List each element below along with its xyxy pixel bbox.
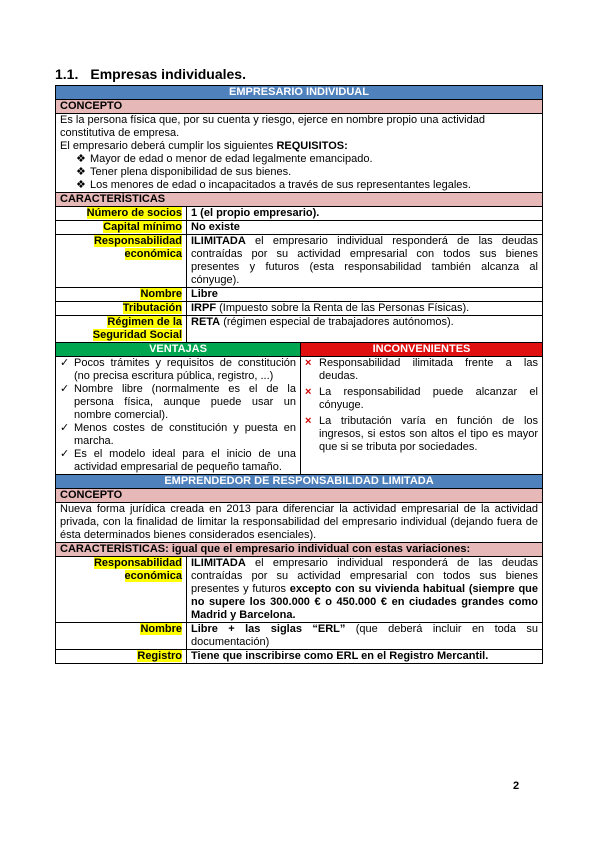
resp-text: el empresario individual responderá de las deudas contraídas por su actividad empresarial con todos sus bienes presentes y futuros (esta responsabilidad también alcanza al cónyuge). [191, 235, 538, 286]
list-item [60, 179, 538, 192]
section-number: 1.1. [55, 66, 79, 82]
requisitos-label: REQUISITOS: [276, 140, 348, 152]
check-icon: ✓ [60, 448, 70, 460]
page-number: 2 [513, 780, 520, 792]
erl-resp-label-1: Responsabilidad [93, 557, 182, 569]
row-value [187, 288, 543, 302]
ventajas-header: VENTAJAS [56, 343, 301, 357]
erl-resp-bold: ILIMITADA [191, 557, 246, 569]
row-label [56, 650, 187, 664]
requisitos-intro-text: El empresario deberá cumplir los siguientes [60, 140, 277, 152]
ventajas-list [60, 357, 296, 474]
erl-concepto-header: CONCEPTO [56, 489, 543, 503]
erl-resp-bold2: excepto con su vivienda habitual (siempre que no supere los 300.000 € o 450.000 € en ciudades grandes como Madrid y Barcelona. [191, 583, 539, 621]
empresas-table [55, 85, 543, 664]
erl-concepto-text: Nueva forma jurídica creada en 2013 para diferenciar la actividad empresarial de la actividad privada, con la finalidad de limitar la responsabilidad del empresario individual (dejando fuera de ésta determinados bienes considerados esenciales). [56, 503, 543, 543]
requisito-text: Los menores de edad o incapacitados a través de sus representantes legales. [90, 179, 471, 191]
table-row [56, 235, 543, 288]
row-label [56, 302, 187, 316]
row-label [56, 623, 187, 650]
list-item [305, 357, 538, 383]
diamond-bullet-icon: ❖ [76, 153, 86, 165]
list-item [60, 153, 538, 166]
row-label [56, 557, 187, 623]
inconveniente-text: La responsabilidad puede alcanzar el cónyuge. [319, 386, 538, 411]
requisitos-intro [60, 140, 538, 153]
ventaja-text: Nombre libre (normalmente es el de la persona física, aunque puede usar un nombre comercial). [74, 383, 296, 421]
erl-banner: EMPRENDEDOR DE RESPONSABILIDAD LIMITADA [56, 475, 543, 489]
regimen-label-2: Seguridad Social [92, 329, 182, 341]
erl-nombre-bold: Libre + las siglas “ERL” [191, 623, 346, 635]
capital-label: Capital mínimo [103, 221, 182, 233]
socios-value: 1 (el propio empresario). [191, 207, 320, 219]
cross-icon: × [305, 357, 312, 369]
table-row [56, 288, 543, 302]
erl-caracteristicas-header: CARACTERÍSTICAS: igual que el empresario individual con estas variaciones: [56, 543, 543, 557]
tributacion-label: Tributación [122, 302, 182, 314]
row-label [56, 316, 187, 343]
table-row [56, 557, 543, 623]
table-row [56, 302, 543, 316]
list-item [60, 383, 296, 422]
row-value [187, 316, 543, 343]
erl-nombre-label: Nombre [140, 623, 182, 635]
empresario-banner: EMPRESARIO INDIVIDUAL [56, 86, 543, 100]
ventaja-text: Es el modelo ideal para el inicio de una actividad empresarial de pequeño tamaño. [74, 448, 296, 473]
ventajas-cell [56, 357, 301, 475]
list-item [60, 166, 538, 179]
diamond-bullet-icon: ❖ [76, 179, 86, 191]
tributacion-text: (Impuesto sobre la Renta de las Personas Físicas). [216, 302, 470, 314]
section-heading [55, 68, 246, 81]
row-value [187, 221, 543, 235]
caracteristicas-header: CARACTERÍSTICAS [56, 193, 543, 207]
inconvenientes-cell [301, 357, 543, 475]
check-icon: ✓ [60, 422, 70, 434]
inconvenientes-header: INCONVENIENTES [301, 343, 543, 357]
cross-icon: × [305, 415, 312, 427]
table-row [56, 221, 543, 235]
inconveniente-text: La tributación varía en función de los ingresos, si estos son altos el tipo es mayor que si se tributa por sociedades. [319, 415, 538, 453]
section-title: Empresas individuales. [90, 66, 246, 82]
inconveniente-text: Responsabilidad ilimitada frente a las deudas. [319, 357, 538, 382]
regimen-text: (régimen especial de trabajadores autónomos). [220, 316, 454, 328]
row-label [56, 235, 187, 288]
capital-value: No existe [191, 221, 240, 233]
erl-resp-text: el empresario individual responderá de las deudas contraídas por su actividad empresarial con todos sus bienes presentes y futuros [191, 557, 538, 595]
row-value [187, 302, 543, 316]
tributacion-bold: IRPF [191, 302, 217, 314]
table-row [56, 623, 543, 650]
check-icon: ✓ [60, 383, 70, 395]
resp-bold: ILIMITADA [191, 235, 246, 247]
requisito-text: Tener plena disponibilidad de sus bienes. [90, 166, 292, 178]
row-label [56, 207, 187, 221]
table-row [56, 207, 543, 221]
erl-nombre-text: (que deberá incluir en toda su documentación) [191, 623, 538, 648]
list-item [305, 386, 538, 412]
requisito-text: Mayor de edad o menor de edad legalmente emancipado. [90, 153, 373, 165]
erl-resp-label-2: económica [124, 570, 182, 582]
list-item [305, 415, 538, 454]
regimen-label-1: Régimen de la [107, 316, 182, 328]
socios-label: Número de socios [86, 207, 182, 219]
row-value [187, 557, 543, 623]
erl-registro-value: Tiene que inscribirse como ERL en el Registro Mercantil. [191, 650, 489, 662]
table-row [56, 650, 543, 664]
list-item [60, 357, 296, 383]
list-item [60, 448, 296, 474]
row-value [187, 207, 543, 221]
nombre-label: Nombre [140, 288, 182, 300]
regimen-bold: RETA [191, 316, 221, 328]
list-item [60, 422, 296, 448]
cross-icon: × [305, 386, 312, 398]
diamond-bullet-icon: ❖ [76, 166, 86, 178]
row-value [187, 650, 543, 664]
erl-registro-label: Registro [137, 650, 182, 662]
concepto-cell [56, 114, 543, 193]
check-icon: ✓ [60, 357, 70, 369]
inconvenientes-list [305, 357, 538, 454]
row-value [187, 235, 543, 288]
concepto-text: Es la persona física que, por su cuenta y riesgo, ejerce en nombre propio una actividad constitutiva de empresa. [60, 114, 485, 139]
resp-label-2: económica [124, 248, 182, 260]
row-value [187, 623, 543, 650]
ventaja-text: Pocos trámites y requisitos de constitución (no precisa escritura pública, registro, ...) [74, 357, 296, 382]
requisitos-list [60, 153, 538, 192]
resp-label-1: Responsabilidad [93, 235, 182, 247]
row-label [56, 288, 187, 302]
ventaja-text: Menos costes de constitución y puesta en marcha. [74, 422, 296, 447]
nombre-value: Libre [191, 288, 218, 300]
row-label [56, 221, 187, 235]
concepto-header: CONCEPTO [56, 100, 543, 114]
table-row [56, 316, 543, 343]
